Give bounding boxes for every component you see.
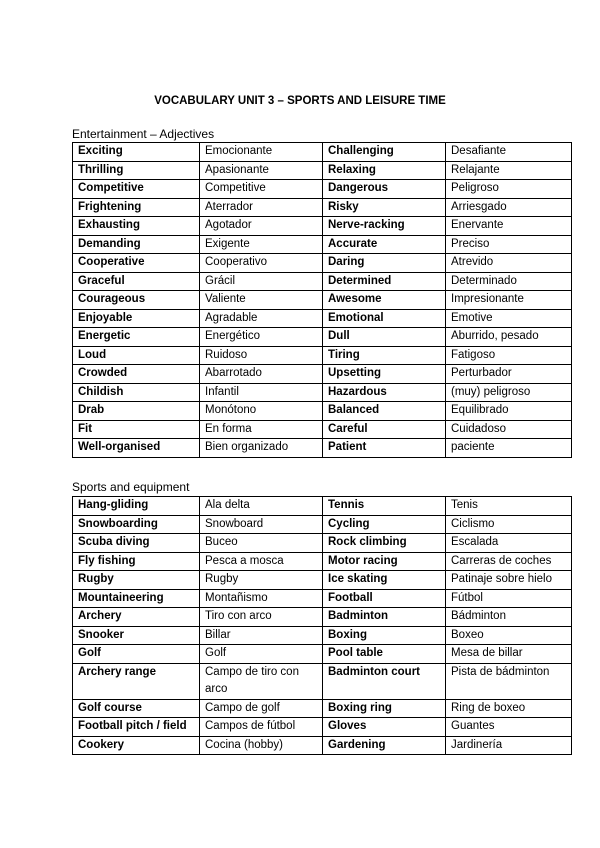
english-term: Cooperative — [73, 254, 200, 273]
english-term: Ice skating — [323, 571, 446, 590]
spanish-translation: Snowboard — [200, 515, 323, 534]
spanish-translation: Billar — [200, 626, 323, 645]
english-term: Golf — [73, 645, 200, 664]
table-row — [73, 383, 572, 402]
spanish-translation: Rugby — [200, 571, 323, 590]
english-term: Snowboarding — [73, 515, 200, 534]
english-term: Upsetting — [323, 365, 446, 384]
table-row — [73, 235, 572, 254]
table-row — [73, 180, 572, 199]
english-term: Archery — [73, 608, 200, 627]
table-row — [73, 161, 572, 180]
table-row — [73, 534, 572, 553]
spanish-translation: Apasionante — [200, 161, 323, 180]
table-row — [73, 365, 572, 384]
english-term: Demanding — [73, 235, 200, 254]
spanish-translation: Agradable — [200, 309, 323, 328]
english-term: Dangerous — [323, 180, 446, 199]
spanish-translation: Mesa de billar — [446, 645, 572, 664]
english-term: Fly fishing — [73, 552, 200, 571]
table-row — [73, 571, 572, 590]
english-term: Tiring — [323, 346, 446, 365]
spanish-translation: Jardinería — [446, 736, 572, 755]
table-row — [73, 439, 572, 458]
table-row — [73, 663, 572, 699]
spanish-translation: Atrevido — [446, 254, 572, 273]
table-row — [73, 254, 572, 273]
table-row — [73, 328, 572, 347]
english-term: Exciting — [73, 143, 200, 162]
english-term: Determined — [323, 272, 446, 291]
spanish-translation: Cocina (hobby) — [200, 736, 323, 755]
english-term: Loud — [73, 346, 200, 365]
spanish-translation: Equilibrado — [446, 402, 572, 421]
english-term: Hang-gliding — [73, 497, 200, 516]
english-term: Scuba diving — [73, 534, 200, 553]
english-term: Motor racing — [323, 552, 446, 571]
english-term: Enjoyable — [73, 309, 200, 328]
spanish-translation: Grácil — [200, 272, 323, 291]
section-heading-sports: Sports and equipment — [72, 480, 190, 494]
english-term: Energetic — [73, 328, 200, 347]
table-row — [73, 626, 572, 645]
sports-table — [72, 496, 572, 755]
english-term: Gloves — [323, 718, 446, 737]
spanish-translation: Carreras de coches — [446, 552, 572, 571]
spanish-translation: paciente — [446, 439, 572, 458]
spanish-translation: Fatigoso — [446, 346, 572, 365]
english-term: Rugby — [73, 571, 200, 590]
spanish-translation: Montañismo — [200, 589, 323, 608]
spanish-translation: Relajante — [446, 161, 572, 180]
english-term: Dull — [323, 328, 446, 347]
english-term: Courageous — [73, 291, 200, 310]
spanish-translation: Tiro con arco — [200, 608, 323, 627]
table-row — [73, 515, 572, 534]
spanish-translation: Valiente — [200, 291, 323, 310]
english-term: Tennis — [323, 497, 446, 516]
table-row — [73, 291, 572, 310]
english-term: Mountaineering — [73, 589, 200, 608]
page-title: VOCABULARY UNIT 3 – SPORTS AND LEISURE TIME — [154, 95, 446, 107]
spanish-translation: Guantes — [446, 718, 572, 737]
spanish-translation: Pesca a mosca — [200, 552, 323, 571]
table-row — [73, 346, 572, 365]
spanish-translation: Perturbador — [446, 365, 572, 384]
english-term: Crowded — [73, 365, 200, 384]
spanish-translation: Bien organizado — [200, 439, 323, 458]
english-term: Competitive — [73, 180, 200, 199]
english-term: Nerve-racking — [323, 217, 446, 236]
english-term: Childish — [73, 383, 200, 402]
spanish-translation: Campo de golf — [200, 699, 323, 718]
section-heading-adjectives: Entertainment – Adjectives — [72, 127, 215, 141]
spanish-translation: En forma — [200, 420, 323, 439]
english-term: Archery range — [73, 663, 200, 699]
english-term: Boxing — [323, 626, 446, 645]
spanish-translation: Arriesgado — [446, 198, 572, 217]
spanish-translation: Determinado — [446, 272, 572, 291]
table-row — [73, 497, 572, 516]
table-row — [73, 608, 572, 627]
spanish-translation: Escalada — [446, 534, 572, 553]
table-row — [73, 420, 572, 439]
english-term: Challenging — [323, 143, 446, 162]
english-term: Graceful — [73, 272, 200, 291]
english-term: Football pitch / field — [73, 718, 200, 737]
spanish-translation: Boxeo — [446, 626, 572, 645]
spanish-translation: Impresionante — [446, 291, 572, 310]
spanish-translation: Tenis — [446, 497, 572, 516]
spanish-translation: Monótono — [200, 402, 323, 421]
spanish-translation: Emocionante — [200, 143, 323, 162]
english-term: Pool table — [323, 645, 446, 664]
table-row — [73, 143, 572, 162]
english-term: Cookery — [73, 736, 200, 755]
table-row — [73, 309, 572, 328]
spanish-translation: Cuidadoso — [446, 420, 572, 439]
spanish-translation: Energético — [200, 328, 323, 347]
english-term: Exhausting — [73, 217, 200, 236]
table-row — [73, 718, 572, 737]
table-row — [73, 645, 572, 664]
english-term: Badminton court — [323, 663, 446, 699]
spanish-translation: Enervante — [446, 217, 572, 236]
spanish-translation: Aterrador — [200, 198, 323, 217]
english-term: Balanced — [323, 402, 446, 421]
spanish-translation: Ciclismo — [446, 515, 572, 534]
spanish-translation: Golf — [200, 645, 323, 664]
spanish-translation: Agotador — [200, 217, 323, 236]
table-row — [73, 402, 572, 421]
spanish-translation: Campo de tiro con arco — [200, 663, 323, 699]
english-term: Patient — [323, 439, 446, 458]
english-term: Golf course — [73, 699, 200, 718]
table-row — [73, 198, 572, 217]
spanish-translation: Emotive — [446, 309, 572, 328]
spanish-translation: Fútbol — [446, 589, 572, 608]
english-term: Rock climbing — [323, 534, 446, 553]
table-row — [73, 272, 572, 291]
spanish-translation: Aburrido, pesado — [446, 328, 572, 347]
spanish-translation: Bádminton — [446, 608, 572, 627]
english-term: Snooker — [73, 626, 200, 645]
english-term: Careful — [323, 420, 446, 439]
spanish-translation: Desafiante — [446, 143, 572, 162]
spanish-translation: Exigente — [200, 235, 323, 254]
english-term: Relaxing — [323, 161, 446, 180]
table-row — [73, 552, 572, 571]
english-term: Badminton — [323, 608, 446, 627]
english-term: Drab — [73, 402, 200, 421]
spanish-translation: Patinaje sobre hielo — [446, 571, 572, 590]
spanish-translation: Campos de fútbol — [200, 718, 323, 737]
spanish-translation: Competitive — [200, 180, 323, 199]
spanish-translation: Abarrotado — [200, 365, 323, 384]
english-term: Emotional — [323, 309, 446, 328]
english-term: Fit — [73, 420, 200, 439]
spanish-translation: Cooperativo — [200, 254, 323, 273]
english-term: Risky — [323, 198, 446, 217]
spanish-translation: Infantil — [200, 383, 323, 402]
spanish-translation: (muy) peligroso — [446, 383, 572, 402]
spanish-translation: Ala delta — [200, 497, 323, 516]
adjectives-table — [72, 142, 572, 458]
english-term: Thrilling — [73, 161, 200, 180]
spanish-translation: Buceo — [200, 534, 323, 553]
table-row — [73, 736, 572, 755]
english-term: Gardening — [323, 736, 446, 755]
english-term: Accurate — [323, 235, 446, 254]
table-row — [73, 217, 572, 236]
english-term: Frightening — [73, 198, 200, 217]
english-term: Daring — [323, 254, 446, 273]
spanish-translation: Peligroso — [446, 180, 572, 199]
english-term: Football — [323, 589, 446, 608]
table-row — [73, 699, 572, 718]
spanish-translation: Preciso — [446, 235, 572, 254]
english-term: Hazardous — [323, 383, 446, 402]
english-term: Well-organised — [73, 439, 200, 458]
english-term: Cycling — [323, 515, 446, 534]
table-row — [73, 589, 572, 608]
english-term: Boxing ring — [323, 699, 446, 718]
spanish-translation: Ruidoso — [200, 346, 323, 365]
english-term: Awesome — [323, 291, 446, 310]
spanish-translation: Ring de boxeo — [446, 699, 572, 718]
spanish-translation: Pista de bádminton — [446, 663, 572, 699]
